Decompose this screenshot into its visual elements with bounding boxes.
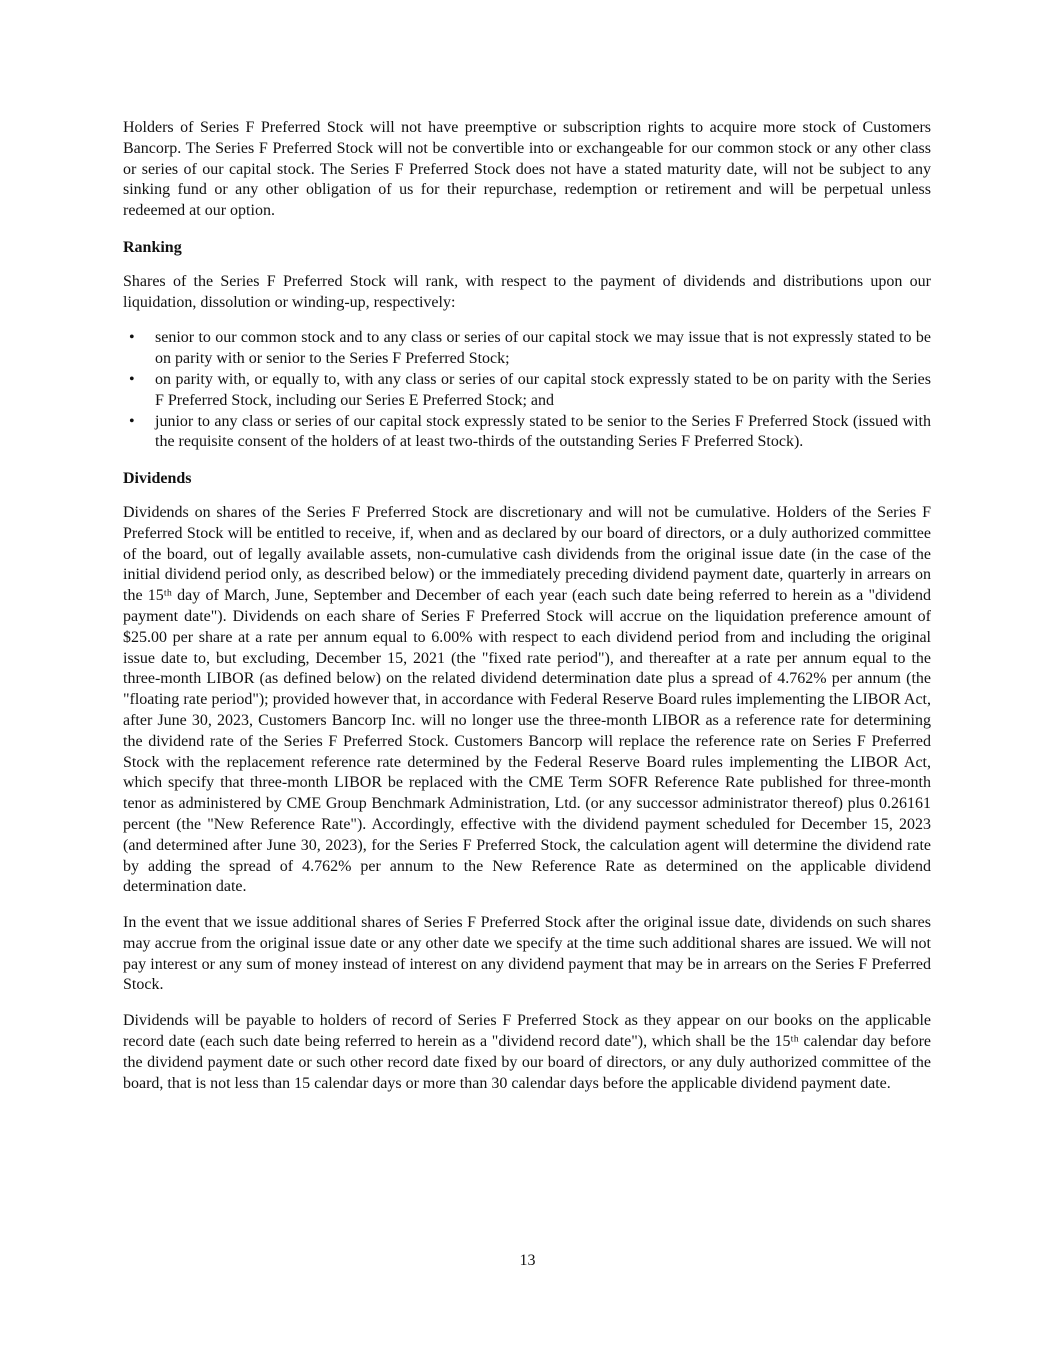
list-item [123, 370, 931, 412]
page-number: 13 [519, 1252, 536, 1270]
bullet-text: senior to our common stock and to any class or series of our capital stock we may issue that is not expressly stated to be on parity with or senior to the Series F Preferred Stock; [155, 329, 931, 368]
bullet-text: on parity with, or equally to, with any class or series of our capital stock expressly stated to be on parity with the Series F Preferred Stock, including our Series E Preferred Stock; and [155, 370, 931, 409]
list-item [123, 328, 931, 370]
bullet-text: junior to any class or series of our capital stock expressly stated to be senior to the Series F Preferred Stock (issued with the requisite consent of the holders of at least two-thirds of the outstanding Series F Preferred Stock). [155, 412, 931, 451]
bullet-marker: • [129, 412, 135, 430]
list-item [123, 412, 931, 454]
ranking-bullet-list [123, 328, 931, 453]
bullet-marker: • [129, 370, 135, 388]
document-content [123, 118, 931, 1109]
intro-paragraph: Holders of Series F Preferred Stock will not have preemptive or subscription rights to acquire more stock of Customers Bancorp. The Series F Preferred Stock will not be convertible into or exchangeable for our common stock or any other class or series of our capital stock. The Series F Preferred Stock does not have a stated maturity date, will not be subject to any sinking fund or any other obligation of us for their repurchase, redemption or retirement and will be perpetual unless redeemed at our option. [123, 119, 931, 220]
ranking-heading: Ranking [123, 238, 182, 256]
dividends-heading: Dividends [123, 470, 192, 488]
dividends-paragraph: Dividends on shares of the Series F Preferred Stock are discretionary and will not be cumulative. Holders of the Series F Preferred Stock will be entitled to receive, if, when and as declared by our board of directors, or a duly authorized committee of the board, out of legally available assets, non-cumulative cash dividends from the original issue date (in the case of the initial dividend period only, as described below) or the immediately preceding dividend payment date, quarterly in arrears on the 15ᵗʰ day of March, June, September and December of each year (each such date being referred to herein as a "dividend payment date"). Dividends on each share of Series F Preferred Stock will accrue on the liquidation preference amount of $25.00 per share at a rate per annum equal to 6.00% with respect to each dividend period from and including the original issue date to, but excluding, December 15, 2021 (the "fixed rate period"), and thereafter at a rate per annum equal to the three-month LIBOR (as defined below) on the related dividend determination date plus a spread of 4.762% per annum (the "floating rate period"); provided however that, in accordance with Federal Reserve Board rules implementing the LIBOR Act, after June 30, 2023, Customers Bancorp Inc. will no longer use the three-month LIBOR as a reference rate for determining the dividend rate of the Series F Preferred Stock. Customers Bancorp will replace the reference rate on Series F Preferred Stock with the replacement reference rate determined by the Federal Reserve Board rules implementing the LIBOR Act, which specify that three-month LIBOR be replaced with the CME Term SOFR Reference Rate published for three-month tenor as administered by CME Group Benchmark Administration, Ltd. (or any successor administrator thereof) plus 0.26161 percent (the "New Reference Rate"). Accordingly, effective with the dividend payment scheduled for December 15, 2023 (and determined after June 30, 2023), for the Series F Preferred Stock, the calculation agent will determine the dividend rate by adding the spread of 4.762% per annum to the New Reference Rate as determined on the applicable dividend determination date. [123, 503, 931, 896]
dividends-paragraph: In the event that we issue additional shares of Series F Preferred Stock after the original issue date, dividends on such shares may accrue from the original issue date or any other date we specify at the time such additional shares are issued. We will not pay interest or any sum of money instead of interest on any dividend payment that may be in arrears on the Series F Preferred Stock. [123, 914, 931, 994]
ranking-lead-paragraph: Shares of the Series F Preferred Stock will rank, with respect to the payment of dividends and distributions upon our liquidation, dissolution or winding-up, respectively: [123, 272, 931, 311]
bullet-marker: • [129, 329, 135, 347]
dividends-paragraph: Dividends will be payable to holders of record of Series F Preferred Stock as they appear on our books on the applicable record date (each such date being referred to herein as a "dividend record date"), which shall be the 15ᵗʰ calendar day before the dividend payment date or such other record date fixed by our board of directors, or any duly authorized committee of the board, that is not less than 15 calendar days or more than 30 calendar days before the applicable dividend payment date. [123, 1012, 931, 1092]
